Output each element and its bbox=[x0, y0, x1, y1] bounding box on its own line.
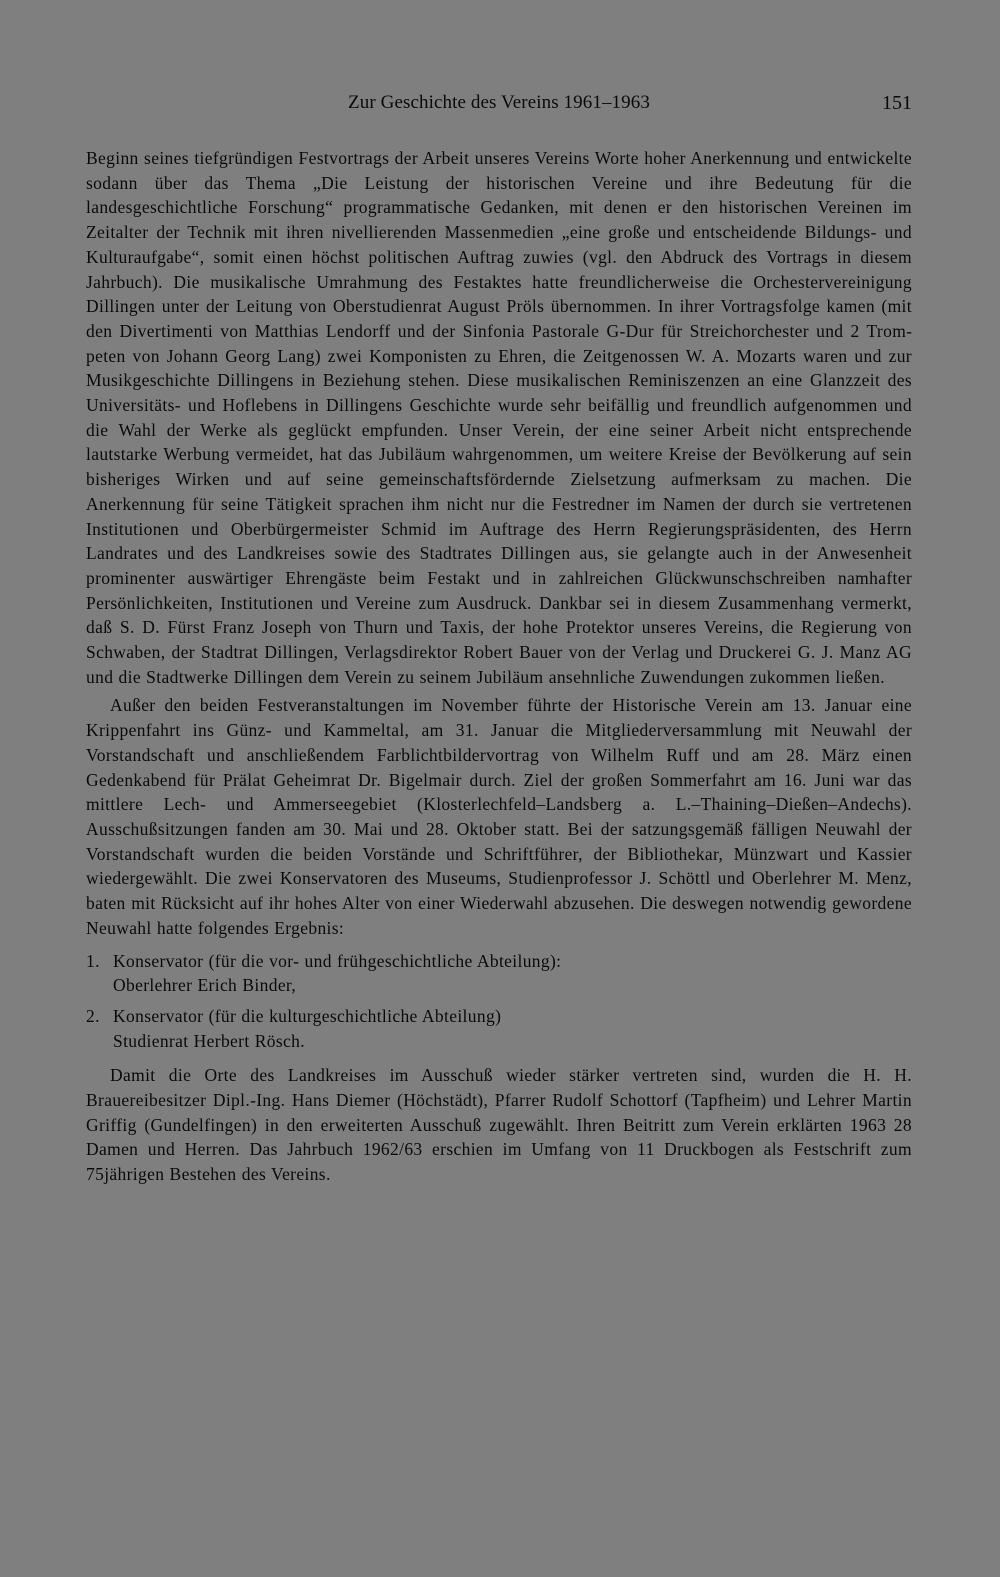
list-item-role: Konservator (für die kulturgeschichtliche Abteilung) bbox=[113, 1005, 502, 1026]
page-number: 151 bbox=[882, 92, 912, 114]
paragraph-festakt: Beginn seines tiefgründigen Festvortrags der Arbeit unseres Vereins Worte hoher Anerkennung und entwickelte sodann über das Thema „Die Leistung der historischen Vereine und ihre Bedeutung für die landesgeschichtliche Forschung“ programmatische Gedanken, mit denen er den historischen Vereinen im Zeitalter der Technik mit ihren nivellierenden Massenmedien „eine große und entscheidende Bildungs- und Kulturaufgabe“, somit einen höchst politischen Auftrag zuwies (vgl. den Abdruck des Vortrags in diesem Jahrbuch). Die musikalische Umrahmung des Festaktes hatte freundlicherweise die Orchestervereinigung Dillingen unter der Leitung von Oberstudienrat August Pröls übernommen. In ihrer Vortragsfolge kamen (mit den Divertimenti von Matthias Lendorff und der Sinfonia Pastorale G-Dur für Streichorchester und 2 Trompeten von Johann Georg Lang) zwei Komponisten zu Ehren, die Zeitgenossen W. A. Mozarts waren und zur Musikgeschichte Dillingens in Beziehung stehen. Diese musikalischen Reminiszenzen an eine Glanzzeit des Universitäts- und Hoflebens in Dillingens Geschichte wurde sehr beifällig und freundlich aufgenommen und die Wahl der Werke als geglückt empfunden. Unser Verein, der eine seiner Arbeit nicht entsprechende lautstarke Werbung vermeidet, hat das Jubiläum wahrgenommen, um weitere Kreise der Bevölkerung auf sein bisheriges Wirken und auf seine gemeinschaftsfördernde Zielsetzung aufmerksam zu machen. Die Anerkennung für seine Tätigkeit sprachen ihm nicht nur die Festredner im Namen der durch sie vertretenen Institutionen und Oberbürgermeister Schmid im Auftrage des Herrn Regierungspräsidenten, des Herrn Landrates und des Landkreises sowie des Stadtrates Dillingen aus, sie gelangte auch in der Anwesenheit prominenter auswärtiger Ehrengäste beim Festakt und in zahlreichen Glückwunschschreiben namhafter Persönlichkeiten, Institutionen und Vereine zum Ausdruck. Dankbar sei in diesem Zusammenhang vermerkt, daß S. D. Fürst Franz Joseph von Thurn und Taxis, der hohe Protektor unseres Vereins, die Regierung von Schwaben, der Stadtrat Dillingen, Verlagsdirektor Robert Bauer von der Verlag und Druckerei G. J. Manz AG und die Stadtwerke Dillingen dem Verein zu seinem Jubiläum ansehnliche Zuwendungen zukommen ließen. bbox=[86, 148, 912, 687]
list-item bbox=[86, 949, 912, 998]
election-results-list bbox=[86, 949, 912, 1054]
list-item-role: Konservator (für die vor- und frühgeschichtliche Abteilung): bbox=[113, 950, 562, 971]
list-item-number: 1. bbox=[86, 950, 100, 971]
list-item-person: Oberlehrer Erich Binder, bbox=[113, 975, 297, 996]
paragraph-veranstaltungen: Außer den beiden Festveranstaltungen im November führte der Historische Verein am 13. Januar eine Krippenfahrt ins Günz- und Kammeltal, am 31. Januar die Mitgliederversammlung mit Neuwahl der Vorstandschaft und anschließendem Farblichtbildervortrag von Wilhelm Ruff und am 28. März einen Gedenkabend für Prälat Geheimrat Dr. Bigelmair durch. Ziel der großen Sommerfahrt am 16. Juni war das mittlere Lech- und Ammerseegebiet (Klosterlechfeld–Landsberg a. L.–Thaining–Dießen–Andechs). Ausschußsitzungen fanden am 30. Mai und 28. Oktober statt. Bei der satzungsgemäß fälligen Neuwahl der Vorstandschaft wurden die beiden Vorstände und Schriftführer, der Bibliothekar, Münzwart und Kassier wiedergewählt. Die zwei Konservatoren des Museums, Studienprofessor J. Schöttl und Oberlehrer M. Menz, baten mit Rücksicht auf ihr hohes Alter von einer Wiederwahl abzusehen. Die deswegen notwendig gewordene Neuwahl hatte folgendes Ergebnis: bbox=[86, 695, 912, 938]
list-item bbox=[86, 1004, 912, 1053]
list-item-number: 2. bbox=[86, 1005, 100, 1026]
list-item-person: Studienrat Herbert Rösch. bbox=[113, 1030, 305, 1051]
running-title: Zur Geschichte des Vereins 1961–1963 bbox=[348, 92, 650, 113]
page-header bbox=[86, 92, 912, 122]
paragraph-ausschuss: Damit die Orte des Landkreises im Ausschuß wieder stärker vertreten sind, wurden die H. H. Brauereibesitzer Dipl.-Ing. Hans Diemer (Höchstädt), Pfarrer Rudolf Schottorf (Tapfheim) und Lehrer Martin Griffig (Gundelfingen) in den erweiterten Ausschuß zugewählt. Ihren Beitritt zum Verein erklärten 1963 28 Damen und Herren. Das Jahrbuch 1962/63 erschien im Umfang von 11 Druckbogen als Festschrift zum 75jährigen Bestehen des Vereins. bbox=[86, 1065, 912, 1185]
body-text bbox=[86, 146, 912, 1187]
